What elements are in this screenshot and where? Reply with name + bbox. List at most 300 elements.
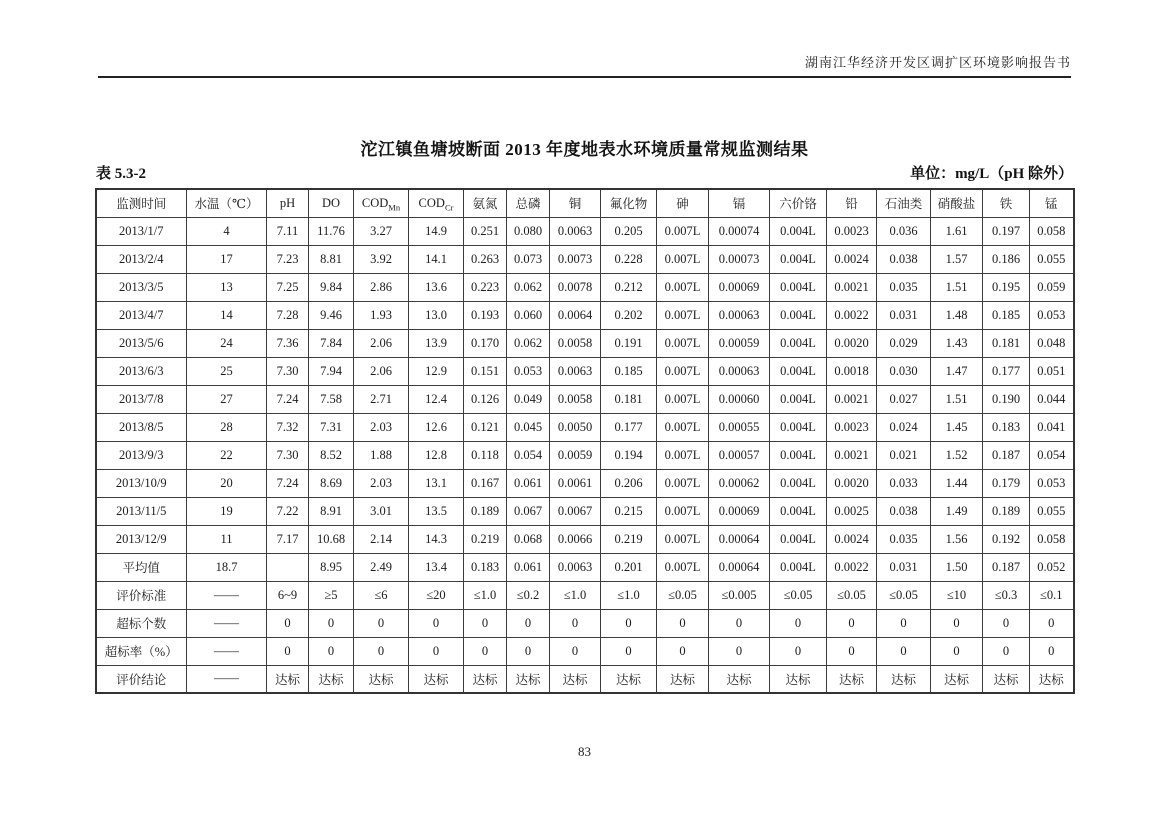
column-header: 铜	[550, 189, 601, 217]
table-cell: 0.0020	[827, 329, 877, 357]
table-cell: 0.0063	[550, 553, 601, 581]
document-header	[98, 0, 1071, 78]
table-cell: 10.68	[309, 525, 354, 553]
table-cell: 1.49	[931, 497, 983, 525]
table-cell: 2.06	[354, 357, 409, 385]
table-cell: 达标	[827, 665, 877, 693]
table-cell: 0.0022	[827, 301, 877, 329]
table-row	[96, 581, 1074, 609]
row-label-cell: 2013/11/5	[96, 497, 187, 525]
table-cell: 0.219	[464, 525, 507, 553]
table-cell: 0.0023	[827, 217, 877, 245]
table-cell: 0.004L	[770, 441, 827, 469]
table-cell: 0	[409, 637, 464, 665]
row-label-cell: 2013/9/3	[96, 441, 187, 469]
row-label-cell: 2013/8/5	[96, 413, 187, 441]
table-cell: ≤1.0	[464, 581, 507, 609]
table-cell: 7.94	[309, 357, 354, 385]
table-cell: 0.061	[507, 553, 550, 581]
table-cell: 0.035	[877, 273, 931, 301]
row-label-cell: 评价标准	[96, 581, 187, 609]
table-cell: 7.17	[267, 525, 309, 553]
table-cell: 0.167	[464, 469, 507, 497]
table-cell: 0.223	[464, 273, 507, 301]
table-cell: 0.0021	[827, 273, 877, 301]
table-cell: 22	[187, 441, 267, 469]
row-label-cell: 2013/7/8	[96, 385, 187, 413]
table-cell: ≤20	[409, 581, 464, 609]
table-cell: 12.8	[409, 441, 464, 469]
table-cell: 1.44	[931, 469, 983, 497]
table-cell: 达标	[309, 665, 354, 693]
row-label-cell: 2013/1/7	[96, 217, 187, 245]
table-cell: 0.206	[601, 469, 657, 497]
table-cell: 0	[267, 609, 309, 637]
table-cell: 0.007L	[657, 525, 709, 553]
table-cell: ——	[187, 665, 267, 693]
table-cell: 0	[601, 637, 657, 665]
table-cell: 0.007L	[657, 217, 709, 245]
row-label-cell: 评价结论	[96, 665, 187, 693]
table-cell: ≥5	[309, 581, 354, 609]
table-cell: 1.47	[931, 357, 983, 385]
table-cell: 0.049	[507, 385, 550, 413]
column-header: 砷	[657, 189, 709, 217]
table-cell: 0.031	[877, 553, 931, 581]
table-cell: 0.0058	[550, 329, 601, 357]
table-cell: 0.121	[464, 413, 507, 441]
table-cell: 7.24	[267, 469, 309, 497]
table-cell: ≤0.05	[657, 581, 709, 609]
table-cell: 0.055	[1030, 497, 1074, 525]
table-cell: 2.14	[354, 525, 409, 553]
table-cell: 0.053	[1030, 469, 1074, 497]
table-cell: 0.0064	[550, 301, 601, 329]
table-cell: 0.197	[983, 217, 1030, 245]
table-cell: 0.004L	[770, 245, 827, 273]
table-cell: 0.0059	[550, 441, 601, 469]
table-cell: 0.0025	[827, 497, 877, 525]
table-cell: ≤0.1	[1030, 581, 1074, 609]
table-cell: 13.5	[409, 497, 464, 525]
table-row	[96, 301, 1074, 329]
column-header: pH	[267, 189, 309, 217]
table-cell: 0.004L	[770, 553, 827, 581]
table-cell: 0	[931, 609, 983, 637]
table-cell: 0.0020	[827, 469, 877, 497]
table-cell: 7.31	[309, 413, 354, 441]
table-cell: 0.187	[983, 553, 1030, 581]
table-row	[96, 469, 1074, 497]
table-cell: 1.61	[931, 217, 983, 245]
monitoring-results-table	[95, 188, 1075, 694]
table-row	[96, 497, 1074, 525]
table-cell: 0.058	[1030, 525, 1074, 553]
table-cell: 0.007L	[657, 441, 709, 469]
table-cell: 0	[550, 637, 601, 665]
table-cell: 0.036	[877, 217, 931, 245]
table-cell: 达标	[657, 665, 709, 693]
table-cell: 0	[354, 609, 409, 637]
table-cell: 24	[187, 329, 267, 357]
table-cell: 0.004L	[770, 301, 827, 329]
table-cell: 0.00057	[709, 441, 770, 469]
table-cell: 0.073	[507, 245, 550, 273]
table-cell: 7.30	[267, 357, 309, 385]
table-cell: 8.69	[309, 469, 354, 497]
table-cell: 0.00060	[709, 385, 770, 413]
table-cell: ≤0.05	[827, 581, 877, 609]
table-cell: 0.00063	[709, 357, 770, 385]
table-cell: 0.061	[507, 469, 550, 497]
table-label: 表 5.3-2	[96, 166, 146, 182]
table-cell: 0.053	[507, 357, 550, 385]
table-cell: 0.0063	[550, 357, 601, 385]
table-cell: 2.49	[354, 553, 409, 581]
table-cell: 1.93	[354, 301, 409, 329]
table-cell: 0	[827, 609, 877, 637]
table-cell: 0.189	[464, 497, 507, 525]
table-row	[96, 329, 1074, 357]
table-cell: 0.030	[877, 357, 931, 385]
table-cell: 0.193	[464, 301, 507, 329]
table-cell: 0	[354, 637, 409, 665]
table-cell: 0	[770, 637, 827, 665]
table-cell: 0.00074	[709, 217, 770, 245]
table-cell: 0.080	[507, 217, 550, 245]
table-cell: 1.48	[931, 301, 983, 329]
table-cell: 0.007L	[657, 469, 709, 497]
table-cell: 7.11	[267, 217, 309, 245]
table-cell: 0.048	[1030, 329, 1074, 357]
table-cell: 13.4	[409, 553, 464, 581]
column-header: 总磷	[507, 189, 550, 217]
table-cell: 25	[187, 357, 267, 385]
table-cell: 1.45	[931, 413, 983, 441]
table-row	[96, 413, 1074, 441]
table-cell: 0.0021	[827, 385, 877, 413]
table-cell: 0	[464, 637, 507, 665]
table-cell: ≤1.0	[550, 581, 601, 609]
table-cell: 0.185	[983, 301, 1030, 329]
table-cell: 0.0061	[550, 469, 601, 497]
table-row	[96, 609, 1074, 637]
table-cell: 0	[827, 637, 877, 665]
table-cell: 8.81	[309, 245, 354, 273]
table-cell: 达标	[1030, 665, 1074, 693]
row-label-cell: 平均值	[96, 553, 187, 581]
column-header: DO	[309, 189, 354, 217]
table-row	[96, 637, 1074, 665]
column-header: 石油类	[877, 189, 931, 217]
table-cell: 达标	[550, 665, 601, 693]
table-cell: 0.007L	[657, 301, 709, 329]
table-cell: 0.0024	[827, 525, 877, 553]
table-cell: 0.0067	[550, 497, 601, 525]
table-cell: 0.059	[1030, 273, 1074, 301]
table-cell: 0	[550, 609, 601, 637]
table-cell: 13.1	[409, 469, 464, 497]
table-cell: 0.054	[1030, 441, 1074, 469]
table-cell: ≤0.2	[507, 581, 550, 609]
table-cell: 0.052	[1030, 553, 1074, 581]
table-cell: 0	[601, 609, 657, 637]
table-cell: 7.25	[267, 273, 309, 301]
table-cell: 1.57	[931, 245, 983, 273]
table-cell: 0.004L	[770, 217, 827, 245]
table-cell: 0.007L	[657, 553, 709, 581]
column-header: 硝酸盐	[931, 189, 983, 217]
table-cell: 0	[931, 637, 983, 665]
table-cell: 0.062	[507, 329, 550, 357]
table-cell: 14.1	[409, 245, 464, 273]
column-header: 镉	[709, 189, 770, 217]
table-cell: 2.86	[354, 273, 409, 301]
table-cell: 1.51	[931, 385, 983, 413]
table-cell: 7.30	[267, 441, 309, 469]
table-cell: 达标	[770, 665, 827, 693]
table-cell: 0.004L	[770, 273, 827, 301]
table-cell: 7.24	[267, 385, 309, 413]
table-cell: 7.28	[267, 301, 309, 329]
table-cell: 0.191	[601, 329, 657, 357]
table-cell: 0	[1030, 609, 1074, 637]
table-cell: 14.9	[409, 217, 464, 245]
table-cell: 0.0021	[827, 441, 877, 469]
table-cell: 0	[309, 609, 354, 637]
table-cell: 0.228	[601, 245, 657, 273]
table-cell: 13	[187, 273, 267, 301]
table-cell: 12.4	[409, 385, 464, 413]
column-header: 锰	[1030, 189, 1074, 217]
table-cell: 0.00069	[709, 273, 770, 301]
table-cell: 18.7	[187, 553, 267, 581]
report-name: 湖南江华经济开发区调扩区环境影响报告书	[804, 55, 1071, 70]
table-cell: 13.6	[409, 273, 464, 301]
table-cell: 0.067	[507, 497, 550, 525]
table-row	[96, 357, 1074, 385]
table-cell: 0.185	[601, 357, 657, 385]
table-cell: 0	[409, 609, 464, 637]
column-header: 铁	[983, 189, 1030, 217]
table-cell: 达标	[409, 665, 464, 693]
table-cell: 0.035	[877, 525, 931, 553]
table-cell: 0.038	[877, 497, 931, 525]
table-cell: 0.044	[1030, 385, 1074, 413]
table-cell: 0.183	[464, 553, 507, 581]
table-cell: 3.27	[354, 217, 409, 245]
table-cell: ——	[187, 637, 267, 665]
table-cell: 28	[187, 413, 267, 441]
table-cell: 达标	[507, 665, 550, 693]
table-cell: 0.021	[877, 441, 931, 469]
table-cell: 0.192	[983, 525, 1030, 553]
table-cell: 0	[709, 609, 770, 637]
table-cell: ≤0.05	[877, 581, 931, 609]
table-cell: 0.004L	[770, 525, 827, 553]
row-label-cell: 超标个数	[96, 609, 187, 637]
table-cell: 0.0018	[827, 357, 877, 385]
table-cell: 0.033	[877, 469, 931, 497]
header-rule	[98, 76, 1071, 78]
table-cell: 达标	[601, 665, 657, 693]
table-cell: ≤6	[354, 581, 409, 609]
table-cell: 0.00064	[709, 553, 770, 581]
table-cell: 7.22	[267, 497, 309, 525]
table-cell: 0.0058	[550, 385, 601, 413]
table-cell: 0.177	[983, 357, 1030, 385]
table-cell: 11.76	[309, 217, 354, 245]
table-cell: 0.219	[601, 525, 657, 553]
table-cell: 0	[657, 609, 709, 637]
table-cell: 0.00055	[709, 413, 770, 441]
table-cell: 8.52	[309, 441, 354, 469]
row-label-cell: 2013/3/5	[96, 273, 187, 301]
row-label-cell: 2013/10/9	[96, 469, 187, 497]
table-cell: 0.029	[877, 329, 931, 357]
table-cell: 17	[187, 245, 267, 273]
table-cell: 0.251	[464, 217, 507, 245]
table-cell: 0.205	[601, 217, 657, 245]
table-cell: 0.0066	[550, 525, 601, 553]
table-cell: 0.00064	[709, 525, 770, 553]
table-cell: 0.007L	[657, 357, 709, 385]
table-cell: 20	[187, 469, 267, 497]
table-cell: 12.9	[409, 357, 464, 385]
table-cell: 0	[507, 637, 550, 665]
unit-label: 单位：mg/L（pH 除外）	[910, 166, 1073, 182]
table-cell: 0.0050	[550, 413, 601, 441]
table-cell: 0	[507, 609, 550, 637]
table-cell: 0.004L	[770, 357, 827, 385]
table-cell: ——	[187, 581, 267, 609]
table-cell: 2.03	[354, 469, 409, 497]
table-cell: ≤10	[931, 581, 983, 609]
column-header: 氟化物	[601, 189, 657, 217]
row-label-cell: 2013/5/6	[96, 329, 187, 357]
table-cell: 0	[309, 637, 354, 665]
table-cell: 0.00062	[709, 469, 770, 497]
table-cell: 0.170	[464, 329, 507, 357]
table-cell: 9.46	[309, 301, 354, 329]
table-row	[96, 385, 1074, 413]
table-cell: 0.045	[507, 413, 550, 441]
table-cell: 0	[770, 609, 827, 637]
table-cell: 13.0	[409, 301, 464, 329]
table-cell: 2.71	[354, 385, 409, 413]
table-cell: ≤0.005	[709, 581, 770, 609]
table-row	[96, 525, 1074, 553]
table-cell: 0.118	[464, 441, 507, 469]
table-row	[96, 273, 1074, 301]
table-cell: 0.055	[1030, 245, 1074, 273]
table-cell: 0.068	[507, 525, 550, 553]
table-cell: 0.053	[1030, 301, 1074, 329]
table-cell: ≤0.05	[770, 581, 827, 609]
table-cell: 2.06	[354, 329, 409, 357]
table-cell: 0	[657, 637, 709, 665]
table-cell: 0.126	[464, 385, 507, 413]
table-cell	[267, 553, 309, 581]
table-cell: 0.215	[601, 497, 657, 525]
table-cell: 0.038	[877, 245, 931, 273]
table-cell: 13.9	[409, 329, 464, 357]
table-cell: 0.051	[1030, 357, 1074, 385]
table-cell: 0.0023	[827, 413, 877, 441]
table-cell: 7.58	[309, 385, 354, 413]
table-cell: 8.91	[309, 497, 354, 525]
row-label-cell: 超标率（%）	[96, 637, 187, 665]
column-header: 监测时间	[96, 189, 187, 217]
table-cell: 8.95	[309, 553, 354, 581]
table-cell: 2.03	[354, 413, 409, 441]
table-cell: 19	[187, 497, 267, 525]
column-header: 氨氮	[464, 189, 507, 217]
table-cell: 3.01	[354, 497, 409, 525]
table-cell: 达标	[267, 665, 309, 693]
table-cell: 1.56	[931, 525, 983, 553]
table-cell: 1.52	[931, 441, 983, 469]
table-cell: 0	[1030, 637, 1074, 665]
table-cell: 1.43	[931, 329, 983, 357]
table-cell: 0.007L	[657, 329, 709, 357]
table-cell: 12.6	[409, 413, 464, 441]
column-header: $COD_{Mn}$	[354, 189, 409, 217]
table-row	[96, 441, 1074, 469]
table-cell: 0.195	[983, 273, 1030, 301]
table-row	[96, 217, 1074, 245]
table-cell: 0.181	[601, 385, 657, 413]
column-header: 铅	[827, 189, 877, 217]
column-header: 水温（℃）	[187, 189, 267, 217]
table-cell: 0.186	[983, 245, 1030, 273]
table-cell: ≤0.3	[983, 581, 1030, 609]
table-cell: 达标	[877, 665, 931, 693]
table-cell: 0.004L	[770, 469, 827, 497]
table-cell: 0.00059	[709, 329, 770, 357]
table-cell: 0.183	[983, 413, 1030, 441]
table-cell: 0.181	[983, 329, 1030, 357]
table-cell: ——	[187, 609, 267, 637]
table-cell: 0.058	[1030, 217, 1074, 245]
table-cell: 0	[877, 637, 931, 665]
table-cell: 11	[187, 525, 267, 553]
table-cell: 0.062	[507, 273, 550, 301]
table-cell: 达标	[709, 665, 770, 693]
page-number: 83	[578, 744, 591, 759]
table-cell: 0.007L	[657, 497, 709, 525]
table-cell: 3.92	[354, 245, 409, 273]
table-cell: 0.0073	[550, 245, 601, 273]
table-cell: 0.007L	[657, 413, 709, 441]
table-cell: 0.060	[507, 301, 550, 329]
table-cell: 1.50	[931, 553, 983, 581]
table-cell: 0.190	[983, 385, 1030, 413]
column-header: $COD_{Cr}$	[409, 189, 464, 217]
table-cell: 0.179	[983, 469, 1030, 497]
table-cell: 0.0022	[827, 553, 877, 581]
table-cell: 7.84	[309, 329, 354, 357]
table-cell: 0.004L	[770, 385, 827, 413]
table-cell: 0	[983, 637, 1030, 665]
table-cell: 0.194	[601, 441, 657, 469]
table-cell: 0	[709, 637, 770, 665]
table-title: 沱江镇鱼塘坡断面 2013 年度地表水环境质量常规监测结果	[360, 140, 809, 159]
table-cell: ≤1.0	[601, 581, 657, 609]
table-cell: 0.007L	[657, 273, 709, 301]
table-cell: 达标	[464, 665, 507, 693]
table-cell: 7.23	[267, 245, 309, 273]
